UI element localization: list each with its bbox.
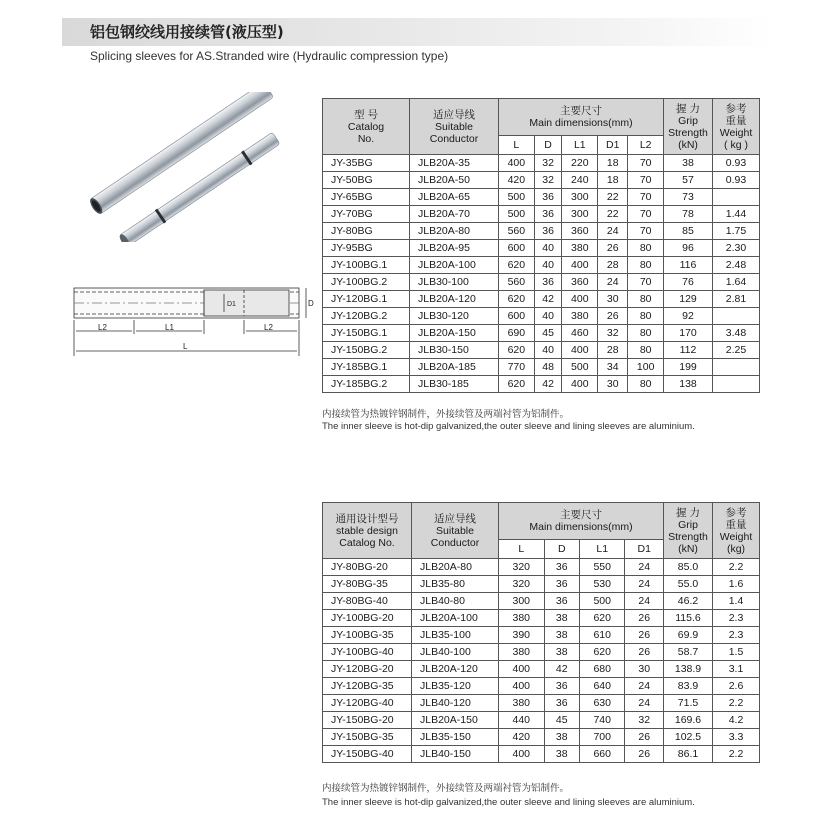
cell-conductor: JLB20A-150 [410,325,499,342]
cell-l: 770 [499,359,535,376]
table-row [323,206,760,223]
cell-l2: 70 [628,206,664,223]
cell-l1: 240 [562,172,598,189]
cell-grip: 85 [664,223,713,240]
table-row [323,729,760,746]
table-row [323,240,760,257]
cell-d1: 24 [625,576,664,593]
cell-d: 36 [544,678,579,695]
cell-grip: 86.1 [664,746,713,763]
cell-l: 420 [499,172,535,189]
cell-d: 42 [534,376,562,393]
cell-grip: 55.0 [664,576,713,593]
cell-conductor: JLB40-150 [412,746,499,763]
cell-l2: 70 [628,189,664,206]
cell-conductor: JLB20A-100 [412,610,499,627]
cell-l1: 680 [579,661,625,678]
cell-l: 440 [499,712,545,729]
table-row [323,627,760,644]
col-conductor-header: 适应导线 Suitable Conductor [410,99,499,155]
cell-d: 36 [534,189,562,206]
col-l1-header: L1 [579,540,625,559]
cell-d: 38 [544,644,579,661]
cell-l1: 400 [562,342,598,359]
cell-l: 400 [499,678,545,695]
cell-l: 400 [499,155,535,172]
cell-d: 38 [544,729,579,746]
cell-d1: 24 [625,559,664,576]
cell-catalog: JY-150BG-40 [323,746,412,763]
table-row [323,189,760,206]
cell-d: 40 [534,257,562,274]
cell-d: 32 [534,155,562,172]
cell-l1: 620 [579,610,625,627]
col-dimensions-header: 主要尺寸 Main dimensions(mm) [499,99,664,136]
cell-d1: 24 [598,274,628,291]
cell-conductor: JLB35-150 [412,729,499,746]
cell-l: 400 [499,661,545,678]
cell-weight: 2.25 [713,342,760,359]
cell-conductor: JLB35-120 [412,678,499,695]
table-row [323,610,760,627]
cell-conductor: JLB30-185 [410,376,499,393]
cell-l: 500 [499,206,535,223]
cell-catalog: JY-95BG [323,240,410,257]
cell-weight: 2.2 [713,746,760,763]
drawing-label-l2-right: L2 [264,323,273,332]
page-title-en: Splicing sleeves for AS.Stranded wire (Hydraulic compression type) [90,49,449,63]
cell-d1: 26 [625,746,664,763]
cell-l: 380 [499,610,545,627]
cell-l2: 80 [628,308,664,325]
cell-l1: 360 [562,274,598,291]
cell-conductor: JLB20A-50 [410,172,499,189]
cell-l: 620 [499,257,535,274]
cell-catalog: JY-50BG [323,172,410,189]
cell-weight: 2.2 [713,559,760,576]
table-row [323,342,760,359]
cell-l1: 460 [562,325,598,342]
cell-catalog: JY-120BG-40 [323,695,412,712]
drawing-label-d: D [308,299,314,308]
cell-l2: 70 [628,274,664,291]
cell-l: 300 [499,593,545,610]
col-grip-header: 握 力 Grip Strength (kN) [664,99,713,155]
cell-weight: 2.6 [713,678,760,695]
drawing-label-l2-left: L2 [98,323,107,332]
cell-d1: 18 [598,172,628,189]
col-d-header: D [534,136,562,155]
cell-conductor: JLB30-100 [410,274,499,291]
cell-d1: 26 [625,627,664,644]
cell-weight: 4.2 [713,712,760,729]
cell-catalog: JY-80BG-40 [323,593,412,610]
cell-d1: 26 [625,610,664,627]
cell-conductor: JLB20A-70 [410,206,499,223]
cell-catalog: JY-100BG-20 [323,610,412,627]
cell-l2: 70 [628,155,664,172]
cell-d1: 24 [598,223,628,240]
table-row [323,325,760,342]
cell-d: 45 [534,325,562,342]
cell-l1: 300 [562,206,598,223]
col-l-header: L [499,540,545,559]
col-l2-header: L2 [628,136,664,155]
cell-l1: 300 [562,189,598,206]
cell-l2: 80 [628,291,664,308]
cell-l1: 500 [579,593,625,610]
table-row [323,308,760,325]
cell-l: 620 [499,291,535,308]
table-row [323,644,760,661]
cell-d: 36 [534,223,562,240]
cell-grip: 92 [664,308,713,325]
table-row [323,274,760,291]
cell-d: 38 [544,746,579,763]
cell-d1: 28 [598,342,628,359]
cell-l2: 100 [628,359,664,376]
cell-catalog: JY-120BG-35 [323,678,412,695]
cell-l1: 660 [579,746,625,763]
cell-l1: 400 [562,376,598,393]
cell-l1: 740 [579,712,625,729]
table-row [323,359,760,376]
cell-grip: 85.0 [664,559,713,576]
cell-conductor: JLB20A-35 [410,155,499,172]
table-row [323,376,760,393]
cell-l: 380 [499,644,545,661]
cell-grip: 129 [664,291,713,308]
cell-l1: 400 [562,291,598,308]
col-dimensions-header: 主要尺寸 Main dimensions(mm) [499,503,664,540]
cell-conductor: JLB40-100 [412,644,499,661]
cell-catalog: JY-150BG.2 [323,342,410,359]
cell-catalog: JY-120BG.1 [323,291,410,308]
cell-grip: 96 [664,240,713,257]
cell-catalog: JY-100BG-35 [323,627,412,644]
cell-conductor: JLB30-150 [410,342,499,359]
drawing-label-d1: D1 [227,301,236,308]
cell-d1: 26 [598,240,628,257]
cell-d: 38 [544,610,579,627]
cell-l: 320 [499,576,545,593]
cell-l1: 640 [579,678,625,695]
cell-weight: 3.48 [713,325,760,342]
cell-conductor: JLB20A-185 [410,359,499,376]
cell-l: 400 [499,746,545,763]
cell-d1: 28 [598,257,628,274]
cell-weight [713,308,760,325]
cell-l: 600 [499,240,535,257]
cell-catalog: JY-150BG-20 [323,712,412,729]
cell-l2: 80 [628,240,664,257]
cell-grip: 138 [664,376,713,393]
product-photo [68,92,308,242]
cell-catalog: JY-80BG-20 [323,559,412,576]
cell-catalog: JY-100BG.2 [323,274,410,291]
cell-d1: 30 [598,376,628,393]
cell-l1: 220 [562,155,598,172]
cell-conductor: JLB20A-80 [410,223,499,240]
cell-weight: 2.48 [713,257,760,274]
cell-grip: 69.9 [664,627,713,644]
cell-l: 620 [499,376,535,393]
col-catalog-header: 通用设计型号 stable design Catalog No. [323,503,412,559]
table-row [323,559,760,576]
cell-weight: 2.30 [713,240,760,257]
cell-weight: 1.64 [713,274,760,291]
cell-weight: 2.3 [713,627,760,644]
cell-weight: 3.3 [713,729,760,746]
cell-conductor: JLB20A-120 [412,661,499,678]
cell-l: 560 [499,274,535,291]
cell-d: 48 [534,359,562,376]
table-row [323,223,760,240]
cell-conductor: JLB30-120 [410,308,499,325]
cell-d1: 34 [598,359,628,376]
table1-note-cn: 内接续管为热镀锌钢制件，外接续管及两端衬管为铝制件。 [322,409,570,420]
cell-grip: 102.5 [664,729,713,746]
table-row [323,155,760,172]
cell-weight: 2.2 [713,695,760,712]
cell-grip: 38 [664,155,713,172]
cell-d1: 22 [598,189,628,206]
cell-conductor: JLB35-80 [412,576,499,593]
cell-d: 36 [544,593,579,610]
cell-l1: 610 [579,627,625,644]
drawing-label-l: L [183,342,188,351]
cell-d: 36 [534,274,562,291]
cell-d1: 24 [625,695,664,712]
cell-l: 690 [499,325,535,342]
cell-d1: 18 [598,155,628,172]
cell-d1: 24 [625,593,664,610]
table-row [323,593,760,610]
cell-l1: 630 [579,695,625,712]
table2-note-cn: 内接续管为热镀锌钢制件，外接续管及两端衬管为铝制件。 [322,783,570,794]
cell-grip: 112 [664,342,713,359]
cell-weight [713,376,760,393]
cell-d: 45 [544,712,579,729]
sleeve-dimension-drawing [64,276,314,366]
cell-grip: 138.9 [664,661,713,678]
cell-weight: 0.93 [713,155,760,172]
cell-d: 40 [534,240,562,257]
cell-weight: 3.1 [713,661,760,678]
cell-l: 620 [499,342,535,359]
cell-conductor: JLB20A-95 [410,240,499,257]
cell-d1: 32 [625,712,664,729]
page-title-cn: 铝包钢绞线用接续管(液压型) [90,23,284,41]
cell-conductor: JLB20A-100 [410,257,499,274]
cell-l2: 70 [628,172,664,189]
cell-d1: 32 [598,325,628,342]
col-d1-header: D1 [598,136,628,155]
cell-l2: 80 [628,376,664,393]
cell-catalog: JY-150BG-35 [323,729,412,746]
cell-catalog: JY-65BG [323,189,410,206]
cell-weight: 1.4 [713,593,760,610]
cell-l: 600 [499,308,535,325]
col-d1-header: D1 [625,540,664,559]
table-row [323,661,760,678]
cell-grip: 58.7 [664,644,713,661]
table-row [323,257,760,274]
table-row [323,695,760,712]
cell-conductor: JLB35-100 [412,627,499,644]
cell-l2: 80 [628,325,664,342]
cell-weight: 1.44 [713,206,760,223]
cell-l1: 380 [562,308,598,325]
table-row [323,172,760,189]
cell-conductor: JLB40-120 [412,695,499,712]
cell-l1: 700 [579,729,625,746]
cell-weight: 2.81 [713,291,760,308]
cell-d: 40 [534,308,562,325]
cell-l1: 360 [562,223,598,240]
cell-l2: 80 [628,257,664,274]
cell-catalog: JY-35BG [323,155,410,172]
cell-d: 42 [534,291,562,308]
cell-grip: 46.2 [664,593,713,610]
cell-weight: 2.3 [713,610,760,627]
table-row [323,291,760,308]
cell-catalog: JY-120BG.2 [323,308,410,325]
cell-catalog: JY-100BG-40 [323,644,412,661]
cell-conductor: JLB20A-120 [410,291,499,308]
table-row [323,576,760,593]
cell-d1: 30 [598,291,628,308]
cell-catalog: JY-80BG-35 [323,576,412,593]
cell-catalog: JY-150BG.1 [323,325,410,342]
inner-sleeve-tube [117,131,280,242]
col-grip-header: 握 力 Grip Strength (kN) [664,503,713,559]
cell-grip: 169.6 [664,712,713,729]
spec-table-1 [322,98,760,393]
cell-grip: 71.5 [664,695,713,712]
cell-l1: 500 [562,359,598,376]
cell-catalog: JY-185BG.1 [323,359,410,376]
cell-d1: 24 [625,678,664,695]
table-row [323,678,760,695]
cell-d: 32 [534,172,562,189]
cell-l: 320 [499,559,545,576]
cell-catalog: JY-70BG [323,206,410,223]
cell-weight: 0.93 [713,172,760,189]
cell-l1: 620 [579,644,625,661]
cell-grip: 116 [664,257,713,274]
cell-grip: 170 [664,325,713,342]
cell-l2: 80 [628,342,664,359]
cell-weight [713,359,760,376]
cell-l: 380 [499,695,545,712]
col-weight-header: 参考 重量 Weight (kg) [713,503,760,559]
cell-l: 560 [499,223,535,240]
col-weight-header: 参考 重量 Weight ( kg ) [713,99,760,155]
table2-note-en: The inner sleeve is hot-dip galvanized,the outer sleeve and lining sleeves are aluminium. [322,797,695,808]
col-catalog-header: 型 号 Catalog No. [323,99,410,155]
cell-l2: 70 [628,223,664,240]
table1-note-en: The inner sleeve is hot-dip galvanized,the outer sleeve and lining sleeves are aluminium. [322,421,695,432]
cell-l1: 550 [579,559,625,576]
cell-weight: 1.6 [713,576,760,593]
col-d-header: D [544,540,579,559]
cell-catalog: JY-185BG.2 [323,376,410,393]
cell-d1: 26 [625,644,664,661]
cell-d: 38 [544,627,579,644]
table-row [323,712,760,729]
cell-l: 500 [499,189,535,206]
cell-d: 42 [544,661,579,678]
cell-conductor: JLB20A-150 [412,712,499,729]
cell-conductor: JLB20A-80 [412,559,499,576]
cell-weight: 1.75 [713,223,760,240]
cell-l: 420 [499,729,545,746]
cell-l1: 400 [562,257,598,274]
col-l-header: L [499,136,535,155]
cell-catalog: JY-80BG [323,223,410,240]
cell-grip: 83.9 [664,678,713,695]
cell-grip: 115.6 [664,610,713,627]
cell-catalog: JY-100BG.1 [323,257,410,274]
cell-d: 36 [544,559,579,576]
cell-conductor: JLB20A-65 [410,189,499,206]
cell-d: 36 [534,206,562,223]
col-conductor-header: 适应导线 Suitable Conductor [412,503,499,559]
cell-l1: 380 [562,240,598,257]
cell-d: 40 [534,342,562,359]
cell-l1: 530 [579,576,625,593]
drawing-label-l1: L1 [165,323,174,332]
cell-catalog: JY-120BG-20 [323,661,412,678]
cell-d1: 22 [598,206,628,223]
cell-d: 36 [544,695,579,712]
cell-grip: 57 [664,172,713,189]
cell-l: 390 [499,627,545,644]
cell-grip: 78 [664,206,713,223]
cell-grip: 73 [664,189,713,206]
cell-conductor: JLB40-80 [412,593,499,610]
cell-d1: 30 [625,661,664,678]
spec-table-2 [322,502,760,763]
col-l1-header: L1 [562,136,598,155]
cell-grip: 199 [664,359,713,376]
cell-d: 36 [544,576,579,593]
cell-weight [713,189,760,206]
table-row [323,746,760,763]
cell-d1: 26 [625,729,664,746]
cell-d1: 26 [598,308,628,325]
cell-grip: 76 [664,274,713,291]
cell-weight: 1.5 [713,644,760,661]
